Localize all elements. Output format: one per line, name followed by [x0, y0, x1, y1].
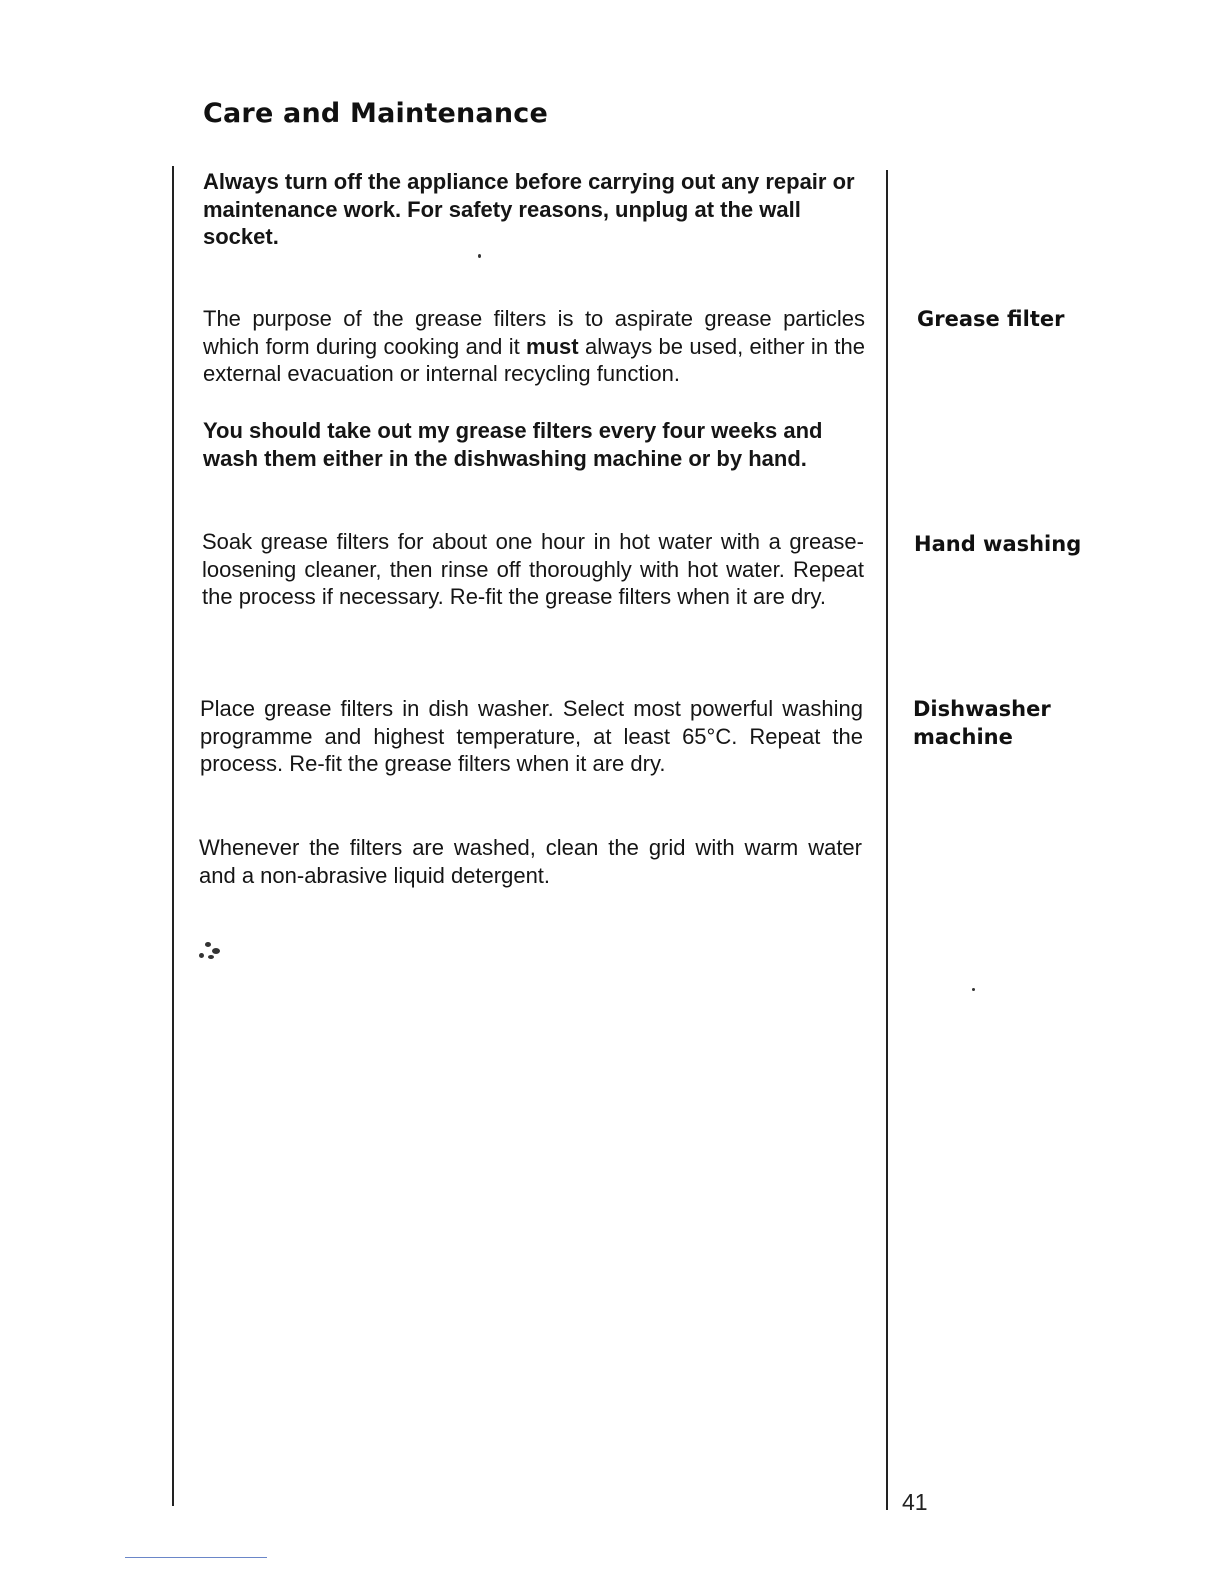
- bottom-underline: [125, 1557, 267, 1558]
- side-heading-dishwasher-line1: Dishwasher: [913, 697, 1051, 721]
- grease-filter-text-before: The purpose of the grease filters is to aspirate grease particles which form during cooking and it: [203, 306, 865, 359]
- safety-warning: Always turn off the appliance before carrying out any repair or maintenance work. For safety reasons, unplug at the wall socket.: [203, 169, 855, 249]
- scan-speck: [208, 955, 214, 959]
- side-heading-dishwasher-line2: machine: [913, 725, 1013, 749]
- scan-speck: [205, 942, 211, 947]
- grease-filter-emphasis: must: [526, 333, 579, 359]
- dishwasher-paragraph: Place grease filters in dish washer. Select most powerful washing programme and highest temperature, at least 65°C. Repeat the process. Re-fit the grease filters when it are dry.: [200, 696, 863, 776]
- page-title: Care and Maintenance: [203, 98, 548, 129]
- right-column-rule: [886, 170, 888, 1510]
- scan-speck: [212, 948, 220, 954]
- side-heading-hand-washing: Hand washing: [914, 532, 1082, 556]
- side-heading-dishwasher: [913, 695, 1051, 751]
- grease-filter-instruction: You should take out my grease filters every four weeks and wash them either in the dishwashing machine or by hand.: [203, 418, 823, 471]
- scan-speck: [972, 988, 975, 991]
- page-number: 41: [902, 1489, 928, 1515]
- grease-filter-paragraph: [203, 305, 865, 388]
- grease-filter-text-after: always be used, either in the external evacuation or internal recycling function.: [203, 333, 865, 386]
- left-margin-rule: [172, 166, 174, 1506]
- scan-speck: [199, 953, 204, 958]
- grid-cleaning-paragraph: Whenever the filters are washed, clean the grid with warm water and a non-abrasive liquid detergent.: [199, 835, 862, 888]
- hand-washing-paragraph: Soak grease filters for about one hour in hot water with a grease-loosening cleaner, then rinse off thoroughly with hot water. Repeat the process if necessary. Re-fit the grease filters when it are dry.: [202, 529, 864, 609]
- side-heading-grease-filter: Grease filter: [917, 307, 1065, 331]
- scan-speck: [478, 254, 481, 258]
